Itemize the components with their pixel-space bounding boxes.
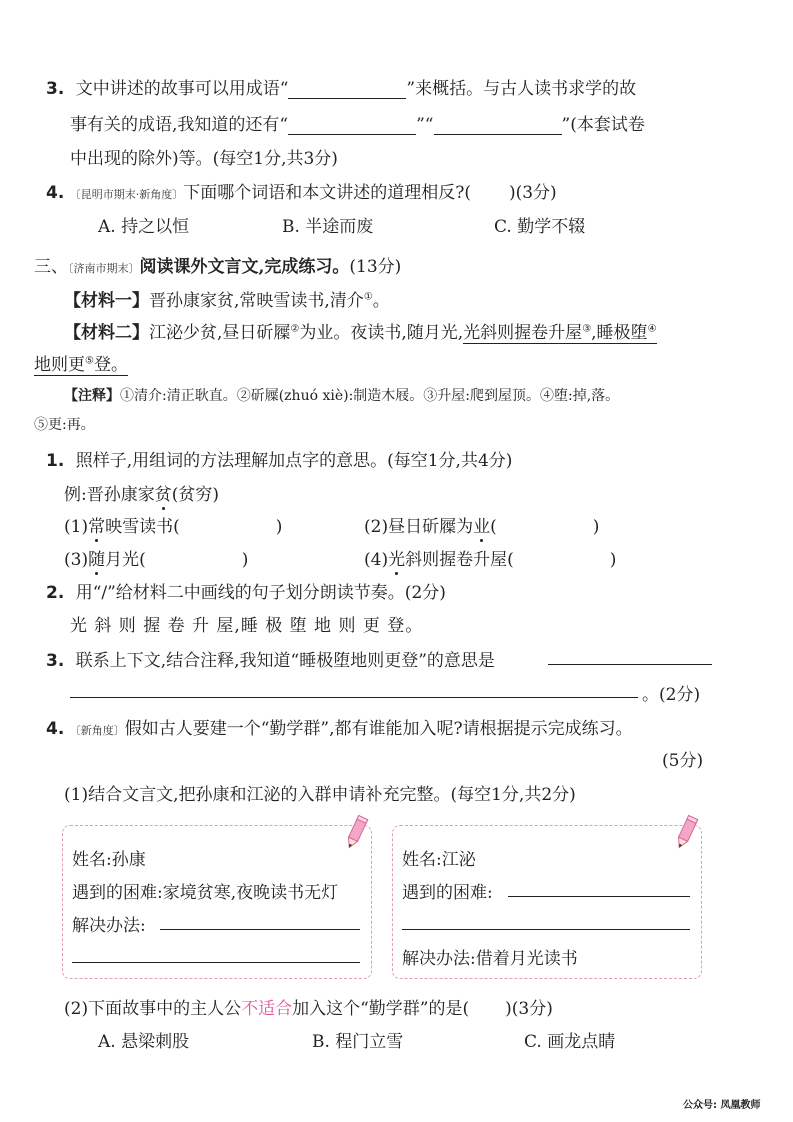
underlined-sentence: 光斜则握卷升屋③,睡极堕④ [463,323,657,343]
question-4: 4. 〔昆明市期末·新角度〕下面哪个词语和本文讲述的道理相反?( )(3分) [46,183,557,203]
notes-line2: ⑤更:再。 [34,417,95,433]
notes-line1: 【注释】①清介:清正耿直。②斫屧(zhuó xiè):制造木屐。③升屋:爬到屋顶。④堕:掉,落。 [64,388,620,404]
answer-line[interactable] [160,929,360,930]
section-3-heading: 三、〔济南市期末〕阅读课外文言文,完成练习。(13分) [34,257,402,277]
material-2-line1: 【材料二】江泌少贫,昼日斫屧②为业。夜读书,随月光,光斜则握卷升屋③,睡极堕④ [64,323,657,343]
part-3-question: 3. 联系上下文,结合注释,我知道“睡极堕地则更登”的意思是 [46,651,495,671]
part-1-item-3: (3)随月光( ) [64,545,248,570]
part-1-item-4: (4)光斜则握卷升屋( ) [364,545,616,570]
question-3-line2: 事有关的成语,我知道的还有“ ”“ ”(本套试卷 [70,115,645,135]
answer-blank[interactable] [434,116,562,135]
answer-line[interactable] [72,962,360,963]
material-2-line2 [34,350,128,375]
material-1: 【材料一】晋孙康家贫,常映雪读书,清介①。 [64,291,390,311]
part-4-sub1: (1)结合文言文,把孙康和江泌的入群申请补充完整。(每空1分,共2分) [64,785,576,805]
underlined-sentence: 地则更⑤登。 [34,355,128,375]
card1-name: 姓名:孙康 [72,850,146,870]
card2-difficulty: 遇到的困难: [402,883,493,903]
card1-solution: 解决办法: [72,916,146,936]
part-1-example: 例:晋孙康家贫(贫穷) [64,480,219,505]
sub2-option-a[interactable]: A. 悬梁刺股 [98,1032,190,1052]
part-4-score: (5分) [662,751,704,771]
card2-solution: 解决办法:借着月光读书 [402,949,578,969]
part-1-item-1: (1)常映雪读书( ) [64,512,282,537]
part-1-question: 1. 照样子,用组词的方法理解加点字的意思。(每空1分,共4分) [46,451,513,471]
q4-option-c[interactable]: C. 勤学不辍 [494,217,586,237]
pencil-icon [672,814,700,852]
source-tag: 〔新角度〕 [69,724,125,737]
answer-line[interactable] [70,697,638,698]
sub2-option-b[interactable]: B. 程门立雪 [312,1032,404,1052]
footer-watermark: 公众号: 凤凰教师 [683,1100,761,1111]
source-tag: 〔昆明市期末·新角度〕 [69,188,184,201]
part-2-question: 2. 用“/”给材料二中画线的句子划分朗读节奏。(2分) [46,583,446,603]
source-tag: 〔济南市期末〕 [68,262,140,275]
card1-difficulty: 遇到的困难:家境贫寒,夜晚读书无灯 [72,883,339,903]
q4-option-b[interactable]: B. 半途而废 [282,217,374,237]
answer-line[interactable] [508,896,690,897]
part-4-question: 4. 〔新角度〕假如古人要建一个“勤学群”,都有谁能加入呢?请根据提示完成练习。 [46,719,633,739]
sub2-option-c[interactable]: C. 画龙点睛 [524,1032,616,1052]
answer-line[interactable] [548,664,712,665]
pencil-icon [342,814,370,852]
q4-option-a[interactable]: A. 持之以恒 [98,217,190,237]
part-4-sub2: (2)下面故事中的主人公不适合加入这个“勤学群”的是( )(3分) [64,999,553,1019]
part-1-item-2: (2)昼日斫屧为业( ) [364,512,599,537]
card2-name: 姓名:江泌 [402,850,476,870]
part-2-sentence[interactable]: 光 斜 则 握 卷 升 屋,睡 极 堕 地 则 更 登。 [70,616,424,636]
answer-blank[interactable] [288,116,416,135]
highlight-text: 不适合 [241,999,293,1019]
answer-line[interactable] [402,929,690,930]
question-3-line3: 中出现的除外)等。(每空1分,共3分) [70,149,338,169]
part-3-end: 。(2分) [642,685,701,705]
answer-blank[interactable] [288,80,406,99]
question-3-line1: 3. 文中讲述的故事可以用成语“ ”来概括。与古人读书求学的故 [46,79,637,99]
